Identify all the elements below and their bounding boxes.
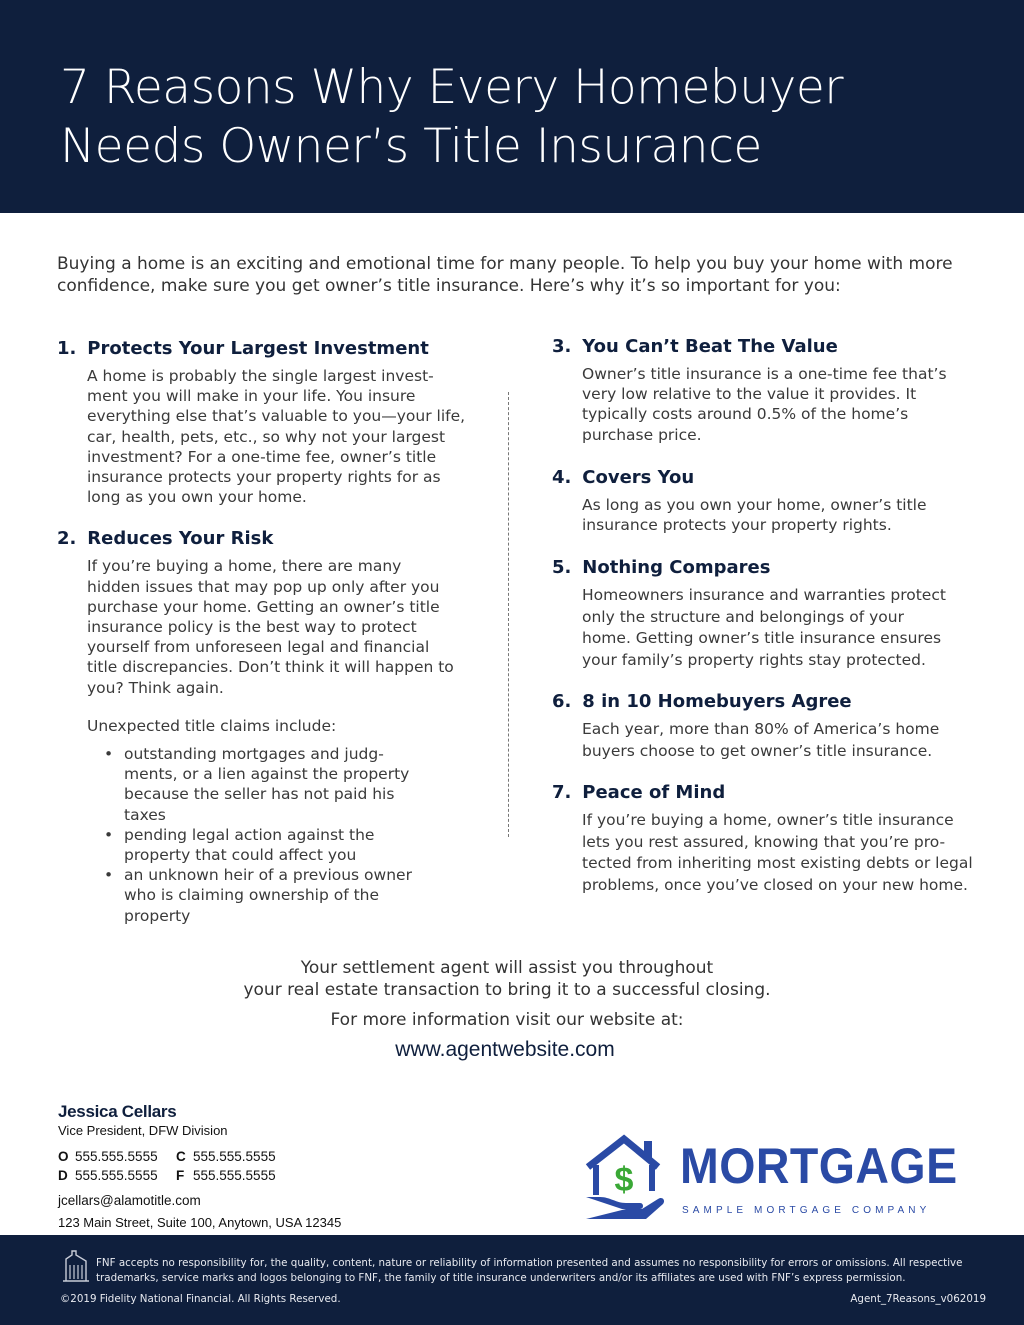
reason-line: yourself from unforeseen legal and financial xyxy=(87,638,430,657)
reason-heading xyxy=(552,336,982,358)
reason-1 xyxy=(57,338,477,507)
header-banner xyxy=(0,0,1024,213)
reason-body xyxy=(57,556,477,697)
reason-line: Each year, more than 80% of America’s home xyxy=(582,720,940,739)
reason-body xyxy=(552,495,982,535)
intro-line: confidence, make sure you get owner’s title insurance. Here’s why it’s so important for you: xyxy=(57,276,841,296)
claim-line: property that could affect you xyxy=(124,846,357,865)
reason-title: Covers You xyxy=(582,466,695,488)
claim-line: because the seller has not paid his xyxy=(124,785,395,804)
reason-number: 2. xyxy=(57,528,77,550)
reason-body xyxy=(552,364,982,445)
claim-line: who is claiming ownership of the xyxy=(124,886,380,905)
reason-6 xyxy=(552,691,982,762)
building-icon xyxy=(62,1249,90,1283)
reason-line: If you’re buying a home, owner’s title insurance xyxy=(582,811,954,830)
reason-line: car, health, pets, etc., so why not your largest xyxy=(87,427,446,446)
reason-line: lets you rest assured, knowing that you’re pro- xyxy=(582,832,946,851)
house-dollar-hand-icon xyxy=(582,1133,668,1225)
disclaimer-line: FNF accepts no responsibility for, the quality, content, nature or reliability of information presented and assumes no responsibility for errors or omissions. All respective xyxy=(96,1257,963,1269)
reason-line: problems, once you’ve closed on your new home. xyxy=(582,875,968,894)
reason-line: home. Getting owner’s title insurance ensures xyxy=(582,629,942,648)
phone-label: O xyxy=(58,1149,69,1164)
reason-number: 4. xyxy=(552,466,572,488)
reason-line: purchase your home. Getting an owner’s title xyxy=(87,597,440,616)
title-line: 7 Reasons Why Every Homebuyer xyxy=(60,60,844,115)
reason-line: purchase price. xyxy=(582,425,702,444)
reason-line: typically costs around 0.5% of the home’s xyxy=(582,405,909,424)
reason-line: everything else that’s valuable to you—your life, xyxy=(87,407,466,426)
reason-line: your family’s property rights stay protected. xyxy=(582,650,926,669)
phone-value: 555.555.5555 xyxy=(193,1149,276,1164)
footer xyxy=(0,1235,1024,1325)
reason-7 xyxy=(552,782,982,896)
reason-title: Nothing Compares xyxy=(582,557,771,579)
reason-heading xyxy=(57,338,477,360)
page-title xyxy=(60,58,990,176)
left-column xyxy=(57,338,477,926)
website-link[interactable]: www.agentwebsite.com xyxy=(395,1038,615,1061)
claims-list xyxy=(57,744,477,926)
reason-4 xyxy=(552,467,982,535)
reason-heading xyxy=(552,782,982,804)
reason-line: A home is probably the single largest invest- xyxy=(87,367,434,385)
reason-2 xyxy=(57,528,477,925)
phone-value: 555.555.5555 xyxy=(75,1149,158,1164)
claim-line: ments, or a lien against the property xyxy=(124,765,410,784)
claim-line: outstanding mortgages and judg- xyxy=(124,745,384,764)
reason-line: If you’re buying a home, there are many xyxy=(87,557,402,576)
reason-line: you? Think again. xyxy=(87,678,224,697)
reason-heading xyxy=(57,528,477,550)
reason-body xyxy=(57,366,477,507)
claim-line: taxes xyxy=(124,805,166,824)
phone-value: 555.555.5555 xyxy=(193,1168,276,1183)
reason-title: Peace of Mind xyxy=(582,782,726,804)
reason-line: hidden issues that may pop up only after you xyxy=(87,577,440,596)
phone-label: D xyxy=(58,1168,68,1183)
list-item xyxy=(104,865,477,926)
list-item xyxy=(104,825,477,865)
agent-name: Jessica Cellars xyxy=(58,1102,177,1121)
claim-line: property xyxy=(124,906,191,925)
logo-wordmark: MORTGAGE xyxy=(680,1138,958,1194)
reason-line: insurance protects your property rights for as xyxy=(87,468,441,487)
mortgage-logo xyxy=(582,1133,972,1225)
reason-5 xyxy=(552,557,982,671)
closing-line: your real estate transaction to bring it to a successful closing. xyxy=(243,980,771,1000)
reason-line: As long as you own your home, owner’s title xyxy=(582,495,927,514)
logo-subtitle: SAMPLE MORTGAGE COMPANY xyxy=(682,1205,931,1216)
intro-paragraph xyxy=(57,253,977,297)
phone-fax xyxy=(176,1166,294,1185)
reason-number: 6. xyxy=(552,691,572,713)
reason-body xyxy=(552,810,982,896)
claim-line: pending legal action against the xyxy=(124,825,375,844)
reason-title: You Can’t Beat The Value xyxy=(582,336,838,357)
title-line: Needs Owner’s Title Insurance xyxy=(60,119,762,174)
reason-line: long as you own your home. xyxy=(87,488,307,507)
phone-office[interactable] xyxy=(58,1147,176,1166)
phone-label: F xyxy=(176,1168,185,1183)
claim-line: an unknown heir of a previous owner xyxy=(124,866,412,885)
copyright-text: ©2019 Fidelity National Financial. All Rights Reserved. xyxy=(60,1293,341,1305)
document-id: Agent_7Reasons_v062019 xyxy=(850,1293,986,1305)
disclaimer-line: trademarks, service marks and logos belonging to FNF, the family of title insurance underwriters and/or its affiliates are used with FNF’s express permission. xyxy=(96,1272,906,1284)
agent-email[interactable]: jcellars@alamotitle.com xyxy=(58,1193,201,1208)
reason-number: 5. xyxy=(552,557,572,579)
agent-contact xyxy=(58,1102,341,1230)
reason-line: investment? For a one-time fee, owner’s title xyxy=(87,447,437,466)
reason-line: insurance protects your property rights. xyxy=(582,516,892,535)
claims-title: Unexpected title claims include: xyxy=(87,716,337,735)
column-divider xyxy=(508,392,509,837)
disclaimer-text xyxy=(96,1256,996,1286)
phone-numbers xyxy=(58,1147,341,1185)
bullet: • xyxy=(104,866,114,885)
reason-line: tected from inheriting most existing debts or legal xyxy=(582,854,973,873)
reason-line: title discrepancies. Don’t think it will happen to xyxy=(87,658,454,677)
right-column xyxy=(552,336,982,896)
phone-value: 555.555.5555 xyxy=(75,1168,158,1183)
reason-number: 3. xyxy=(552,336,572,357)
intro-line: Buying a home is an exciting and emotional time for many people. To help you buy your home with more xyxy=(57,254,953,274)
reason-number: 1. xyxy=(57,338,77,359)
list-item xyxy=(104,744,477,825)
reason-line: Owner’s title insurance is a one-time fee that’s xyxy=(582,365,947,383)
reason-body xyxy=(552,585,982,671)
closing-message xyxy=(0,957,1014,1031)
reason-title: Protects Your Largest Investment xyxy=(87,338,429,359)
reason-line: very low relative to the value it provides. It xyxy=(582,385,917,404)
phone-label: C xyxy=(176,1149,186,1164)
reason-line: insurance policy is the best way to protect xyxy=(87,618,417,637)
reason-heading xyxy=(552,691,982,713)
more-info-text: For more information visit our website at: xyxy=(330,1010,684,1030)
reason-title: 8 in 10 Homebuyers Agree xyxy=(582,691,852,713)
agent-address: 123 Main Street, Suite 100, Anytown, USA 12345 xyxy=(58,1215,342,1230)
reason-number: 7. xyxy=(552,782,572,804)
reason-body xyxy=(552,719,982,762)
reason-3 xyxy=(552,336,982,445)
reason-line: ment you will make in your life. You insure xyxy=(87,387,416,406)
reason-line: only the structure and belongings of your xyxy=(582,607,904,626)
reason-title: Reduces Your Risk xyxy=(87,528,274,550)
reason-line: Homeowners insurance and warranties protect xyxy=(582,586,946,605)
bullet: • xyxy=(104,825,114,844)
reason-line: buyers choose to get owner’s title insurance. xyxy=(582,741,933,760)
agent-role: Vice President, DFW Division xyxy=(58,1123,228,1138)
svg-text:$: $ xyxy=(614,1161,634,1199)
reason-heading xyxy=(552,467,982,489)
closing-line: Your settlement agent will assist you throughout xyxy=(300,958,714,978)
phone-cell[interactable] xyxy=(176,1147,294,1166)
reason-heading xyxy=(552,557,982,579)
bullet: • xyxy=(104,745,114,764)
phone-direct[interactable] xyxy=(58,1166,176,1185)
